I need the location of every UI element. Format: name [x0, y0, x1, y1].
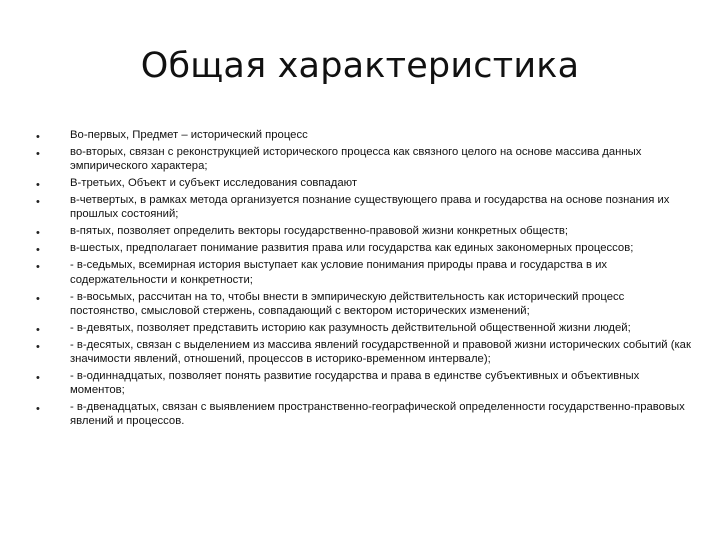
list-item-text: В-третьих, Объект и субъект исследования совпадают [70, 177, 358, 190]
list-item-text: в-шестых, предполагает понимание развития права или государства как единых закономерных процессов; [70, 242, 634, 255]
list-item-text: - в-девятых, позволяет представить историю как разумность действительной общественной жизни людей; [70, 321, 631, 334]
list-item [36, 192, 692, 223]
list-item-text: во-вторых, связан с реконструкцией исторического процесса как связного целого на основе массива данных эмпирического характера; [70, 146, 642, 173]
bullet-icon: • [36, 179, 40, 192]
bullet-icon: • [36, 403, 40, 416]
list-item-text: - в-двенадцатых, связан с выявлением пространственно-географической определенности государственно-правовых явлений и процессов. [70, 401, 685, 428]
bullet-icon: • [36, 148, 40, 160]
bullet-icon: • [36, 196, 40, 209]
bullet-icon: • [36, 261, 40, 274]
list-item-text: - в-одиннадцатых, позволяет понять развитие государства и права в единстве субъективных и объективных моментов; [70, 370, 640, 397]
list-item [36, 368, 692, 399]
list-item-text: - в-седьмых, всемирная история выступает как условие понимания природы права и государства в их содержательности и конкретности; [70, 259, 608, 286]
list-item [36, 289, 692, 320]
bullet-icon: • [36, 244, 40, 257]
list-item-text: - в-восьмых, рассчитан на то, чтобы внести в эмпирическую действительность как исторический процесс постоянство, смысловой стержень, совпадающий с вектором исторических изменений; [70, 290, 625, 317]
list-item-text: - в-десятых, связан с выделением из массива явлений государственной и правовой жизни исторических событий (как значимости явлений, отношений, процессов в историко-временном интервале); [70, 338, 691, 366]
list-item [36, 127, 692, 144]
bullet-icon: • [36, 323, 40, 336]
list-item [36, 144, 692, 175]
list-item-text: в-пятых, позволяет определить векторы государственно-правовой жизни конкретных обществ; [70, 225, 569, 238]
list-item-text: в-четвертых, в рамках метода организуется познание существующего права и государства на основе познания их прошлых состояний; [70, 194, 670, 221]
bullet-icon: • [36, 292, 40, 305]
list-item [36, 240, 692, 257]
list-item [36, 320, 692, 337]
list-item-text: Во-первых, Предмет – исторический процесс [70, 129, 308, 141]
list-item [36, 223, 692, 240]
bullet-icon: • [36, 227, 40, 240]
list-item [36, 337, 692, 368]
list-item [36, 175, 692, 192]
bullet-icon: • [36, 372, 40, 385]
bullet-icon: • [36, 340, 40, 353]
list-item [36, 257, 692, 288]
bullet-icon: • [36, 131, 40, 143]
list-item [36, 399, 692, 430]
bullet-list [36, 127, 692, 430]
slide-title: Общая характеристика [140, 46, 580, 86]
